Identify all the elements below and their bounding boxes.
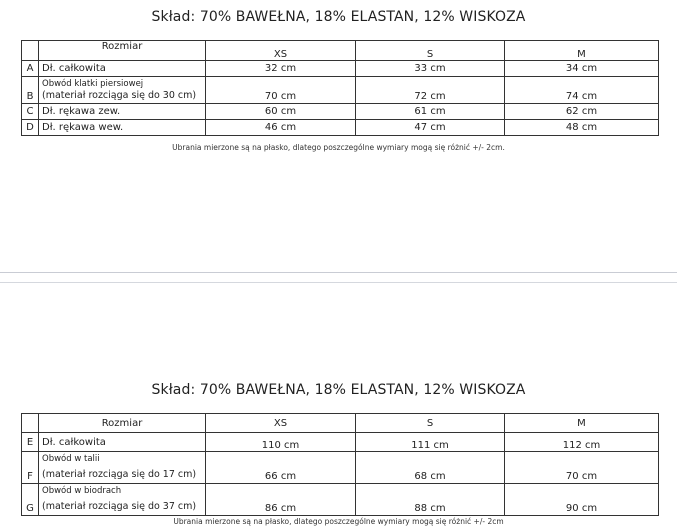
table-row: [22, 61, 659, 77]
value-s: 72 cm: [356, 77, 505, 104]
value-xs: 66 cm: [206, 452, 356, 484]
table-row: [22, 452, 659, 484]
header-size-label: Rozmiar: [39, 41, 206, 61]
row-label-line1: Obwód w talii: [42, 454, 100, 464]
header-empty-cell: [22, 414, 39, 433]
row-label: Dł. całkowita: [39, 61, 206, 77]
row-key: E: [22, 433, 39, 452]
header-size-m: M: [505, 414, 659, 433]
table-2-title: Skład: 70% BAWEŁNA, 18% ELASTAN, 12% WISKOZA: [151, 382, 526, 398]
value-xs: 110 cm: [206, 433, 356, 452]
value-m: 112 cm: [505, 433, 659, 452]
value-s: 111 cm: [356, 433, 505, 452]
table-header-row: [22, 414, 659, 433]
table-row: [22, 433, 659, 452]
page-divider: [0, 272, 677, 273]
value-m: 48 cm: [505, 120, 659, 136]
value-xs: 60 cm: [206, 104, 356, 120]
header-size-s: S: [356, 41, 505, 61]
row-key: A: [22, 61, 39, 77]
value-m: 90 cm: [505, 484, 659, 516]
value-m: 62 cm: [505, 104, 659, 120]
value-xs: 86 cm: [206, 484, 356, 516]
row-key: C: [22, 104, 39, 120]
table-1-note: Ubrania mierzone są na płasko, dlatego poszczególne wymiary mogą się różnić +/- 2cm.: [172, 143, 505, 152]
table-row: [22, 104, 659, 120]
value-m: 70 cm: [505, 452, 659, 484]
header-size-xs: XS: [206, 41, 356, 61]
table-row: [22, 120, 659, 136]
value-s: 68 cm: [356, 452, 505, 484]
row-label: Dł. rękawa wew.: [39, 120, 206, 136]
value-xs: 46 cm: [206, 120, 356, 136]
row-label: [39, 452, 206, 484]
row-label: [39, 484, 206, 516]
header-size-m: M: [505, 41, 659, 61]
value-m: 34 cm: [505, 61, 659, 77]
row-label-line1: Obwód klatki piersiowej: [42, 78, 144, 89]
size-table-1: [21, 40, 659, 136]
row-key: F: [22, 452, 39, 484]
header-size-label: Rozmiar: [39, 414, 206, 433]
value-m: 74 cm: [505, 77, 659, 104]
row-label-line1: Obwód w biodrach: [42, 486, 122, 496]
table-1-title: Skład: 70% BAWEŁNA, 18% ELASTAN, 12% WISKOZA: [151, 9, 526, 25]
header-size-xs: XS: [206, 414, 356, 433]
header-empty-cell: [22, 41, 39, 61]
row-key: G: [22, 484, 39, 516]
row-label: Dł. całkowita: [39, 433, 206, 452]
table-2-note: Ubrania mierzone są na płasko, dlatego poszczególne wymiary mogą się różnić +/- 2cm: [173, 517, 504, 526]
value-s: 61 cm: [356, 104, 505, 120]
row-label-line2: (materiał rozciąga się do 37 cm): [42, 501, 197, 512]
table-row: [22, 484, 659, 516]
value-s: 47 cm: [356, 120, 505, 136]
value-s: 33 cm: [356, 61, 505, 77]
row-label-line2: (materiał rozciąga się do 30 cm): [42, 89, 197, 101]
table-header-row: [22, 41, 659, 61]
table-row: [22, 77, 659, 104]
value-xs: 70 cm: [206, 77, 356, 104]
value-s: 88 cm: [356, 484, 505, 516]
page-divider: [0, 282, 677, 283]
row-label: [39, 77, 206, 104]
header-size-s: S: [356, 414, 505, 433]
row-label-line2: (materiał rozciąga się do 17 cm): [42, 469, 197, 480]
value-xs: 32 cm: [206, 61, 356, 77]
row-key: D: [22, 120, 39, 136]
row-label: Dł. rękawa zew.: [39, 104, 206, 120]
size-table-2: [21, 413, 659, 516]
row-key: B: [22, 77, 39, 104]
